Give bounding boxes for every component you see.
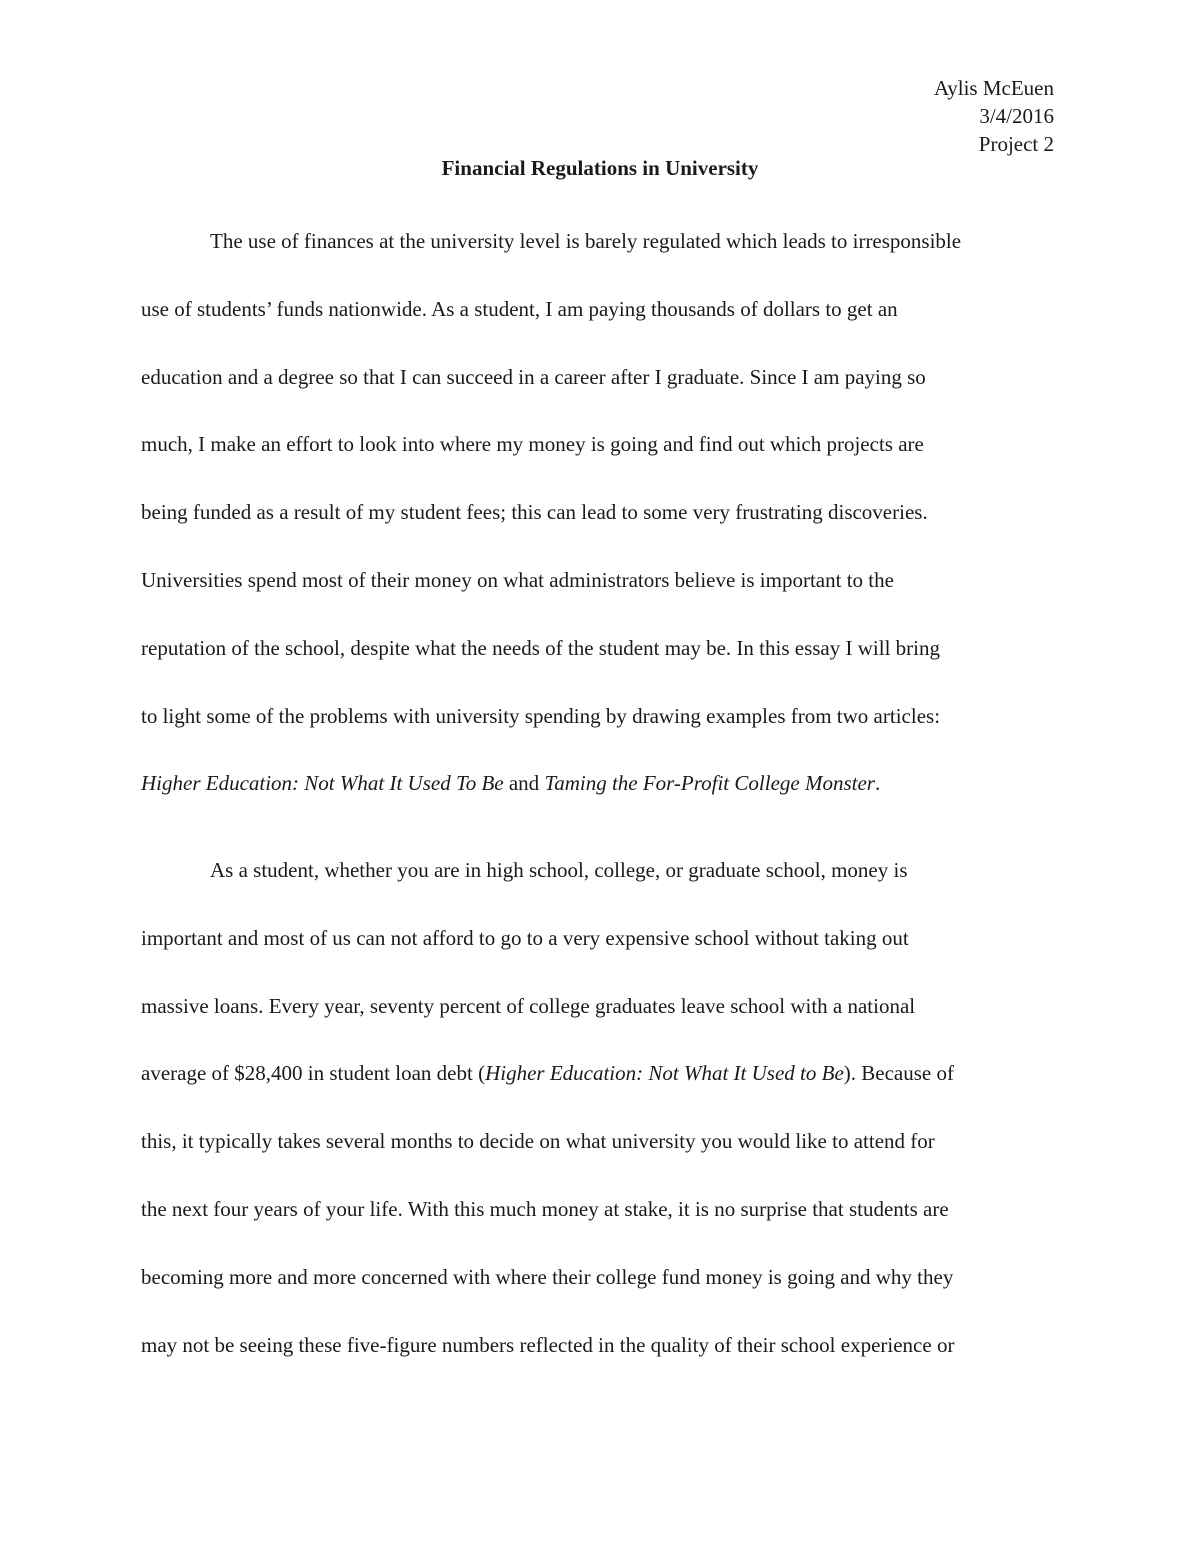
- paragraph-line: use of students’ funds nationwide. As a student, I am paying thousands of dollars to get an: [141, 296, 898, 321]
- paragraph-line: reputation of the school, despite what the needs of the student may be. In this essay I will bring: [141, 635, 940, 660]
- paragraph-line: [141, 767, 1059, 835]
- paragraph-line: massive loans. Every year, seventy percent of college graduates leave school with a national: [141, 993, 916, 1018]
- paragraph-line: may not be seeing these five-figure numbers reflected in the quality of their school experience or: [141, 1332, 955, 1357]
- article-title-2: Taming the For-Profit College Monster: [544, 771, 875, 796]
- author-name: Aylis McEuen: [934, 76, 1054, 100]
- project-label: Project 2: [978, 132, 1054, 156]
- paragraph-1: [141, 225, 1059, 835]
- paragraph-line: this, it typically takes several months to decide on what university you would like to attend for: [141, 1129, 935, 1154]
- paragraph-line: being funded as a result of my student fees; this can lead to some very frustrating discoveries.: [141, 500, 928, 525]
- paragraph-line: much, I make an effort to look into where my money is going and find out which projects are: [141, 432, 924, 457]
- paragraph-line: the next four years of your life. With this much money at stake, it is no surprise that students are: [141, 1196, 949, 1221]
- paragraph-line: important and most of us can not afford to go to a very expensive school without taking out: [141, 925, 909, 950]
- header-block: [934, 74, 1054, 158]
- paragraph-line: becoming more and more concerned with where their college fund money is going and why they: [141, 1264, 954, 1289]
- article-title-1: Higher Education: Not What It Used To Be: [141, 771, 504, 796]
- line-text: ). Because of: [843, 1061, 954, 1086]
- paragraph-line: [141, 1057, 1059, 1125]
- paragraph-line: to light some of the problems with university spending by drawing examples from two articles:: [141, 703, 941, 728]
- sentence-end: .: [874, 771, 881, 796]
- paragraph-2: [141, 854, 1059, 1396]
- paragraph-line: Universities spend most of their money on what administrators believe is important to the: [141, 567, 894, 592]
- document-date: 3/4/2016: [979, 104, 1054, 128]
- conjunction-text: and: [503, 771, 545, 796]
- paragraph-line: The use of finances at the university level is barely regulated which leads to irresponsible: [210, 229, 962, 253]
- paragraph-line: education and a degree so that I can succeed in a career after I graduate. Since I am paying so: [141, 364, 926, 389]
- line-text: average of $28,400 in student loan debt (: [141, 1061, 486, 1086]
- citation-title: Higher Education: Not What It Used to Be: [485, 1061, 844, 1086]
- paragraph-line: As a student, whether you are in high school, college, or graduate school, money is: [210, 858, 908, 882]
- page-title: Financial Regulations in University: [441, 156, 759, 180]
